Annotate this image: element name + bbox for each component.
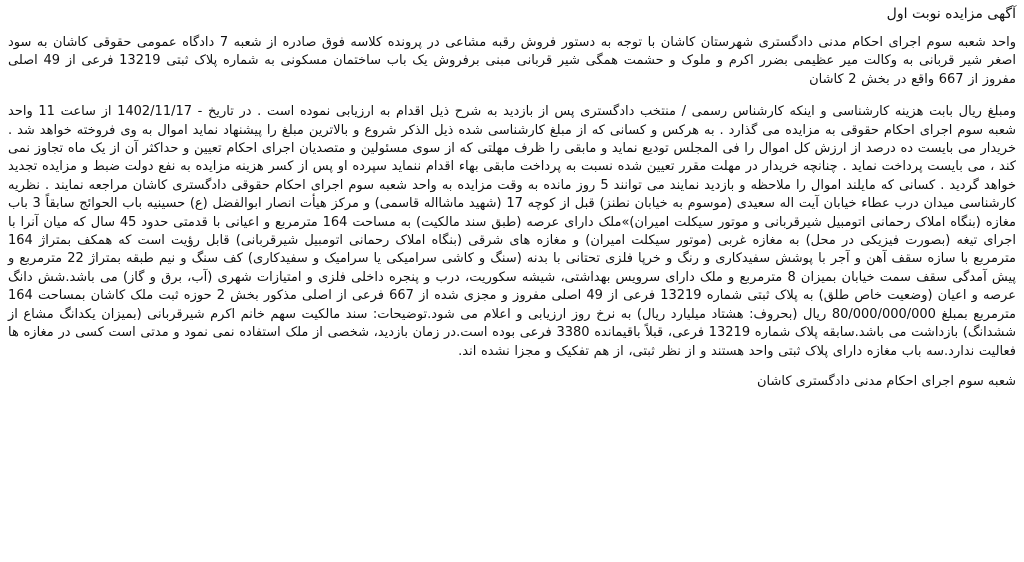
- notice-body-paragraph: ومبلغ ریال بابت هزینه کارشناسی و اینکه کارشناس رسمی / منتخب دادگستری پس از بازدید به شرح ذیل اقدام به ارزیابی نموده است . در تاریخ - 1402/11/17 از ساعت 11 واحد شعبه سوم اجرای احکام حقوقی به مزایده می گذارد . به هرکس و کسانی که از مبلغ کارشناسی شده ذیل الذکر شروع و بالاترین مبلغ را پیشنهاد نماید اموال به وی فروخته خواهد شد . خریدار می بایست ده درصد از ارزش کل اموال را فی المجلس تودیع نماید و مابقی را ظرف مهلتی که از سوی مسئولین و متصدیان اجرای احکام تعیین و حداکثر آن از یک ماه تجاوز نمی کند ، می بایست پرداخت نماید . چنانچه خریدار در مهلت مقرر تعیین شده نسبت به پرداخت مابقی بهاء اقدام ننماید سپرده او پس از کسر هزینه مزایده به نفع دولت ضبط و مزایده تجدید خواهد گردید . کسانی که مایلند اموال را ملاحظه و بازدید نمایند می توانند 5 روز مانده به وقت مزایده به واحد شعبه سوم اجرای احکام حقوقی دادگستری کاشان مراجعه نمایند . نظریه کارشناسی میدان درب عطاء خیابان آیت اله سعیدی (موسوم به خیابان نطنز) قبل از کوچه 17 (شهید ماشااله قاسمی) و مرکز هیأت انصار ابوالفضل (ع) حسینیه باب الحوائج سابقاً 3 باب مغازه (بنگاه املاک رحمانی اتومبیل شیرقربانی و موتور سیکلت امیران)»ملک دارای عرصه (طبق سند مالکیت) به مساحت 164 مترمربع و اعیانی با قدمتی حدود 45 سال که میان آنرا با اجرای تیغه (بصورت فیزیکی در محل) به مغازه غربی (موتور سیکلت امیران) و مغازه های شرقی (بنگاه املاک رحمانی اتومبیل شیرقربانی) قابل رؤیت است که همکف بمتراژ 164 مترمربع با سازه سقف آهن و آجر با پوشش سفیدکاری و رنگ و خرپا فلزی تحتانی با بدنه (سنگ و کاشی سرامیکی یا سرامیک و سفیدکاری) کف سنگ و نیم طبقه بمتراژ 22 مترمربع و پیش آمدگی سقف سمت خیابان بمیزان 8 مترمربع و ملک دارای سرویس بهداشتی، شیشه سکوریت، درب و پنجره داخلی فلزی و امتیازات شهری (آب، برق و گاز) می باشد.شش دانگ عرصه و اعیان (وضعیت خاص طلق) به پلاک ثبتی شماره 13219 فرعی از 49 اصلی مفروز و مجزی شده از 667 فرعی از اصلی مذکور بخش 2 حوزه ثبت ملک کاشان بمساحت 164 مترمربع بمبلغ 80/000/000/000 ریال (بحروف: هشتاد میلیارد ریال) به نرخ روز ارزیابی و اعلام می شود.توضیحات: سند مالکیت سهم خانم اکرم شیرقربانی (بمیزان یکدانگ مشاع از ششدانگ) بازداشت می باشد.سابقه پلاک شماره 13219 فرعی، قبلاً باقیمانده 3380 فرعی بوده است.در زمان بازدید، شخصی از ملک استفاده نمی نمود و مدتی است کسی در مغازه ها فعالیت ندارد.سه باب مغازه دارای پلاک ثبتی واحد هستند و از نظر ثبتی، از هم تفکیک و مجزا نشده اند.: [8, 104, 1017, 359]
- notice-signature: شعبه سوم اجرای احکام مدنی دادگستری کاشان: [757, 373, 1016, 389]
- notice-intro-paragraph: واحد شعبه سوم اجرای احکام مدنی دادگستری شهرستان کاشان با توجه به دستور فروش رقبه مشاعی در پرونده کلاسه فوق صادره از شعبه 7 دادگاه عمومی حقوقی کاشان به سود اصغر شیر قربانی به وکالت میر عظیمی بضرر اکرم و ملوک و حشمت همگی شیر قربانی مبنی برفروش یک باب ساختمان مسکونی به شماره پلاک ثبتی 13219 فرعی از 49 اصلی مفروز از 667 واقع در بخش 2 کاشان: [8, 35, 1016, 87]
- notice-title: آگهی مزایده نوبت اول: [886, 6, 1016, 22]
